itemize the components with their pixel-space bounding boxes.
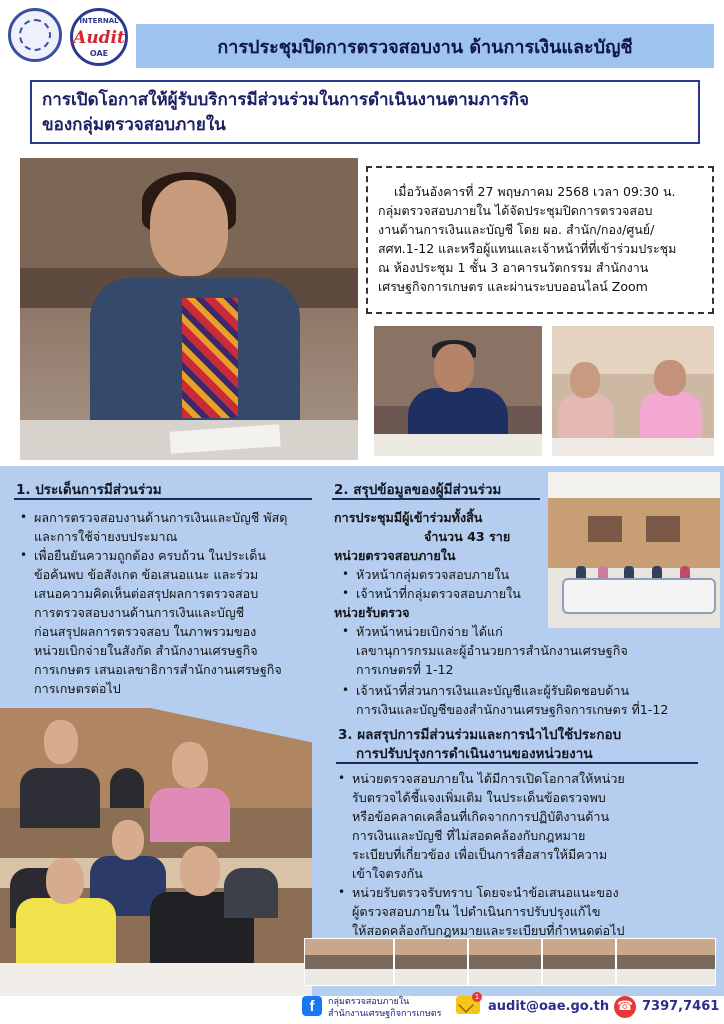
section1-bullet2-line: การตรวจสอบงานด้านการเงินและบัญชี — [34, 605, 245, 620]
group-auditee-title: หน่วยรับตรวจ — [334, 605, 410, 620]
subtitle-line: ของกลุ่มตรวจสอบภายใน — [42, 115, 226, 135]
group-auditee-item: หัวหน้าหน่วยเบิกจ่าย ได้แก่ — [356, 624, 503, 639]
section3-underline — [336, 762, 698, 764]
meeting-strip-photo-5 — [616, 938, 716, 986]
section1-bullet2-line: การเกษตรต่อไป — [34, 681, 121, 696]
bullet-icon: • — [342, 624, 350, 638]
chairperson-photo — [20, 158, 358, 460]
group-auditee-item: การเกษตรที่ 1-12 — [356, 662, 454, 677]
bullet-icon: • — [342, 683, 350, 697]
section1-bullet2-line: เสนอความคิดเห็นต่อสรุปผลการตรวจสอบ — [34, 586, 259, 601]
footer-org-line: สำนักงานเศรษฐกิจการเกษตร — [328, 1009, 442, 1019]
title-bar — [136, 24, 714, 68]
bullet-icon: • — [338, 885, 346, 899]
intro-line: งานด้านการเงินและบัญชี โดย ผอ. สำนัก/กอง/ศูนย์/ — [378, 222, 655, 237]
logo-text-oae: OAE — [89, 49, 109, 58]
page-title: การประชุมปิดการตรวจสอบงาน ด้านการเงินและบัญชี — [217, 36, 633, 58]
meeting-room-photo — [548, 472, 720, 628]
section2-title: 2. สรุปข้อมูลของผู้มีส่วนร่วม — [334, 482, 502, 498]
logo-text-audit: Audit — [73, 28, 125, 48]
ministry-seal-logo — [8, 8, 62, 62]
footer-org — [328, 996, 441, 1020]
group-auditee-item: เจ้าหน้าที่ส่วนการเงินและบัญชีและผู้รับผิดชอบด้าน — [356, 683, 630, 698]
bullet-icon: • — [338, 771, 346, 785]
mail-badge: 1 — [472, 992, 482, 1002]
intro-text-box — [366, 166, 714, 314]
logo-text-internal: INTERNAL — [79, 17, 119, 25]
meeting-strip-photo-3 — [468, 938, 542, 986]
section3-title: 3. ผลสรุปการมีส่วนร่วมและการนำไปใช้ประกอบ — [338, 727, 622, 743]
participant-man-photo — [374, 326, 542, 456]
section1-bullet1-line: ผลการตรวจสอบงานด้านการเงินและบัญชี พัสดุ — [34, 510, 288, 525]
section3-bullet1-line: การเงินและบัญชี ที่ไม่สอดคล้องกับกฎหมาย — [352, 828, 586, 843]
intro-line: ณ ห้องประชุม 1 ชั้น 3 อาคารนวัตกรรม สำนักงาน — [378, 260, 649, 275]
group-audit-item: เจ้าหน้าที่กลุ่มตรวจสอบภายใน — [356, 586, 521, 601]
section3-bullet2-line: ผู้ตรวจสอบภายใน ไปดำเนินการปรับปรุงแก้ไข — [352, 904, 601, 919]
footer-email[interactable]: audit@oae.go.th — [488, 999, 610, 1014]
section3-bullet1-line: หน่วยตรวจสอบภายใน ได้มีการเปิดโอกาสให้หน่วย — [352, 771, 625, 786]
group-auditee-item: การเงินและบัญชีของสำนักงานเศรษฐกิจการเกษตร ที่1-12 — [356, 702, 669, 717]
internal-audit-logo — [70, 8, 128, 66]
section3-bullet1-line: ระเบียบที่เกี่ยวข้อง เพื่อเป็นการสื่อสารให้มีความ — [352, 847, 608, 862]
attendance-total-label: การประชุมมีผู้เข้าร่วมทั้งสิ้น — [334, 510, 483, 525]
meeting-strip-photo-4 — [542, 938, 616, 986]
bullet-icon: • — [20, 548, 28, 562]
participants-collage-photo — [0, 708, 312, 996]
facebook-icon[interactable]: f — [302, 996, 322, 1016]
attendance-total-count: จำนวน 43 ราย — [424, 529, 511, 544]
section2-underline — [332, 498, 540, 500]
group-audit-item: หัวหน้ากลุ่มตรวจสอบภายใน — [356, 567, 510, 582]
phone-icon[interactable]: ☎ — [614, 996, 636, 1018]
bullet-icon: • — [342, 567, 350, 581]
bullet-icon: • — [20, 510, 28, 524]
section3-title: การปรับปรุงการดำเนินงานของหน่วยงาน — [356, 746, 593, 762]
section3-bullet1-line: เข้าใจตรงกัน — [352, 866, 423, 881]
section3-bullet2-line: หน่วยรับตรวจรับทราบ โดยจะนำข้อเสนอแนะของ — [352, 885, 619, 900]
subtitle-box — [30, 80, 700, 144]
intro-line: เศรษฐกิจการเกษตร และผ่านระบบออนไลน์ Zoom — [378, 279, 648, 294]
section1-underline — [14, 498, 312, 500]
section1-bullet2-line: หน่วยเบิกจ่ายในสังกัด สำนักงานเศรษฐกิจ — [34, 643, 258, 658]
bullet-icon: • — [342, 586, 350, 600]
section3-bullet1-line: หรือข้อคลาดเคลื่อนที่เกิดจากการปฏิบัติงานด้าน — [352, 809, 610, 824]
footer-phone[interactable]: 7397,7461 — [642, 999, 720, 1014]
group-auditee-item: เลขานุการกรมและผู้อำนวยการสำนักงานเศรษฐกิจ — [356, 643, 628, 658]
section1-bullet2-line: ข้อค้นพบ ข้อสังเกต ข้อเสนอแนะ และร่วม — [34, 567, 259, 582]
intro-line: เมื่อวันอังคารที่ 27 พฤษภาคม 2568 เวลา 09:30 น. — [394, 184, 676, 199]
section1-bullet2-line: การเกษตร เสนอเลขาธิการสำนักงานเศรษฐกิจ — [34, 662, 282, 677]
section3-bullet1-line: รับตรวจได้ชี้แจงเพิ่มเติม ในประเด็นข้อตรวจพบ — [352, 790, 606, 805]
section1-bullet2-line: ก่อนสรุปผลการตรวจสอบ ในภาพรวมของ — [34, 624, 257, 639]
intro-line: สศท.1-12 และหรือผู้แทนและเจ้าหน้าที่ที่เข้าร่วมประชุม — [378, 241, 677, 256]
participants-women-photo — [552, 326, 714, 456]
intro-line: กลุ่มตรวจสอบภายใน ได้จัดประชุมปิดการตรวจสอบ — [378, 203, 653, 218]
meeting-strip-photo-1 — [304, 938, 394, 986]
group-audit-title: หน่วยตรวจสอบภายใน — [334, 548, 456, 563]
subtitle-line: การเปิดโอกาสให้ผู้รับบริการมีส่วนร่วมในการดำเนินงานตามภารกิจ — [42, 90, 530, 110]
section1-bullet2-line: เพื่อยืนยันความถูกต้อง ครบถ้วน ในประเด็น — [34, 548, 267, 563]
meeting-strip-photo-2 — [394, 938, 468, 986]
footer-org-line: กลุ่มตรวจสอบภายใน — [328, 997, 410, 1007]
section1-bullet1-line: และการใช้จ่ายงบประมาณ — [34, 529, 178, 544]
section1-title: 1. ประเด็นการมีส่วนร่วม — [16, 482, 162, 498]
section3-bullet2-line: ให้สอดคล้องกับกฎหมายและระเบียบที่กำหนดต่อไป — [352, 923, 625, 938]
